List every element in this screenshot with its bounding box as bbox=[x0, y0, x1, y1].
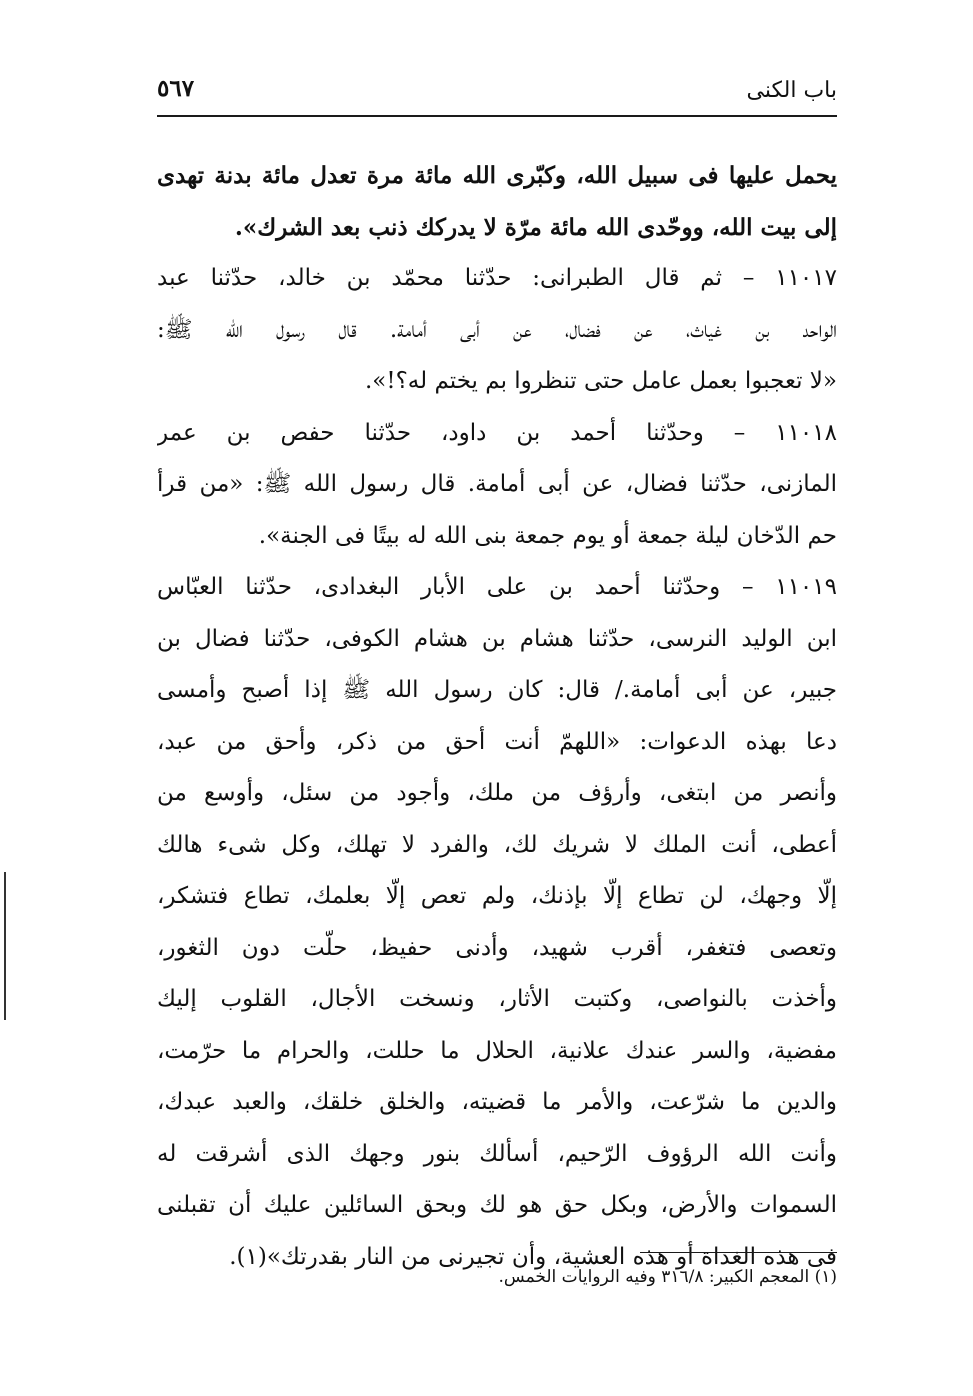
header-rule bbox=[157, 115, 837, 117]
text-line: حم الدّخان ليلة جمعة أو يوم جمعة بنى الله له بيتًا فى الجنة». bbox=[258, 522, 837, 549]
running-title: باب الكنى bbox=[746, 78, 837, 103]
text-line: إلى بيت الله، ووحّدى الله مائة مرّة لا يدركك ذنب بعد الشرك». bbox=[234, 213, 837, 241]
text-line: ١١٠١٩ – وحدّثنا أحمد بن على الأبار البغدادى، حدّثنا العبّاس bbox=[157, 574, 837, 600]
text-line: وأنت الله الرؤوف الرّحيم، أسألك بنور وجهك الذى أشرقت له bbox=[157, 1140, 837, 1167]
footnote-rule bbox=[640, 1252, 837, 1253]
text-line: يحمل عليها فى سبيل الله، وكبّرى الله مائة مرة تعدل مائة بدنة تهدى bbox=[157, 162, 837, 189]
text-line: والدين ما شرّعت، والأمر ما قضيته، والخلق خلقك، والعبد عبدك، bbox=[157, 1089, 837, 1115]
text-line: دعا بهذه الدعوات: «اللهمّ أنت أحق من ذكر، وأحق من عبد، bbox=[157, 728, 837, 755]
text-line: وأنصر من ابتغى، وأرؤف من ملك، وأجود من سئل، وأوسع من bbox=[157, 780, 837, 806]
text-line: السموات والأرض، وبكل حق هو لك وبحق السائلين عليك أن تقبلنى bbox=[157, 1192, 837, 1218]
text-line: ١١٠١٧ – ثم قال الطبرانى: حدّثنا محمّد بن خالد، حدّثنا عبد bbox=[157, 265, 837, 291]
text-line: ١١٠١٨ – وحدّثنا أحمد بن داود، حدّثنا حفص بن عمر bbox=[157, 419, 837, 446]
text-line: وأخذت بالنواصى، وكتبت الأثار، ونسخت الأجال، القلوب إليك bbox=[157, 986, 837, 1012]
text-line: جبير، عن أبى أمامة./ قال: كان رسول الله ﷺ إذا أصبح وأمسى bbox=[157, 677, 837, 703]
text-line: فى هذه الغداة أو هذه العشية، وأن تجيرنى من النار بقدرتك»(١). bbox=[229, 1243, 837, 1270]
page-number: ٥٦٧ bbox=[157, 75, 195, 102]
text-line: وتعصى فتغفر، أقرب شهيد، وأدنى حفيظ، حلّت دون الثغور، bbox=[157, 934, 837, 961]
text-line: إلّا وجهك، لن تطاع إلّا بإذنك، ولم تعص إلّا بعلمك، تطاع فتشكر، bbox=[157, 883, 837, 909]
text-line: ابن الوليد النرسى، حدّثنا هشام بن هشام الكوفى، حدّثنا فضال بن bbox=[157, 625, 837, 652]
text-line: مفضية، والسر عندك علانية، الحلال ما حللت، والحرام ما حرّمت، bbox=[157, 1037, 837, 1064]
text-line: الواحد بن غياث، عن فضال، عن أبى أمامة. قال رسول الله ﷺ: bbox=[157, 316, 837, 343]
footnote: (١) المعجم الكبير: ٣١٦/٨ وفيه الروايات الخمس. bbox=[498, 1267, 837, 1287]
text-line: المازنى، حدّثنا فضال، عن أبى أمامة. قال رسول الله ﷺ: «من قرأ bbox=[157, 471, 837, 497]
running-head bbox=[157, 70, 837, 114]
text-line: «لا تعجبوا بعمل عامل حتى تنظروا بم يختم له؟!». bbox=[364, 368, 837, 394]
main-text bbox=[157, 150, 837, 1283]
page-edge-shadow bbox=[4, 872, 6, 1020]
text-line: أعطى، أنت الملك لا شريك لك، والفرد لا تهلك، وكل شىء هالك bbox=[157, 831, 837, 858]
